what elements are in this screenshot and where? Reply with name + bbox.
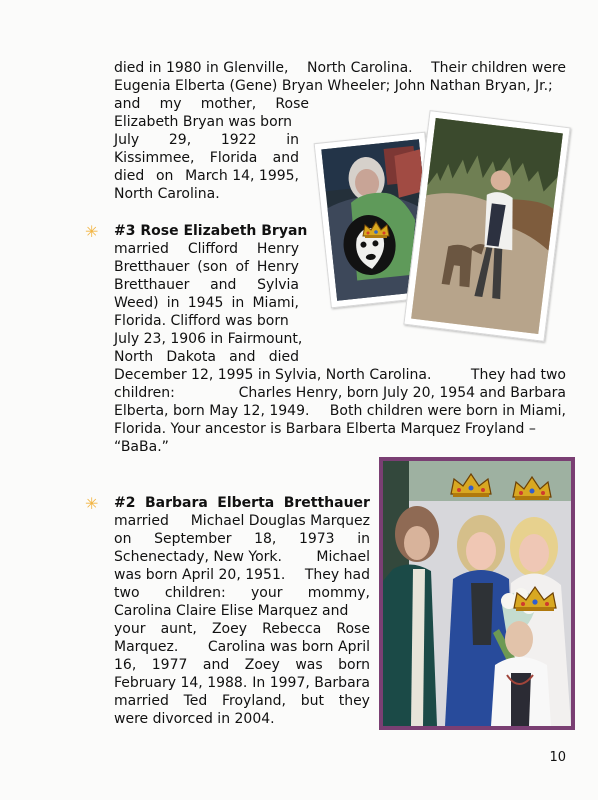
rose-line-10-part-1: Elberta, born May 12, 1949. [114, 403, 310, 419]
rose-heading: #3 Rose Elizabeth Bryan [114, 223, 308, 239]
barbara-heading-word-1: #2 [114, 495, 136, 511]
intro-line-3 [114, 95, 309, 113]
rose-line-5: Florida. Clifford was born [114, 313, 289, 329]
barbara-line-11-word-4: but [300, 693, 324, 709]
rose-line-2 [114, 258, 299, 276]
barbara-line-5-word-2: children: [164, 585, 226, 601]
rose-line-1-word-3: Henry [256, 241, 299, 257]
rose-line-4 [114, 294, 299, 312]
barbara-line-7-word-4: Rebecca [262, 621, 322, 637]
rose-line-4-word-4: in [231, 295, 245, 311]
rose-line-2-word-1: Bretthauer [114, 259, 190, 275]
barbara-line-1-part-2: Michael Douglas Marquez [190, 513, 370, 529]
barbara-line-9-word-5: was [295, 657, 323, 673]
barbara-line-8 [114, 638, 370, 656]
rose-line-7-word-2: Dakota [166, 349, 216, 365]
rose-line-6: July 23, 1906 in Fairmount, [114, 331, 303, 347]
barbara-line-4-part-1: was born April 20, 1951. [114, 567, 286, 583]
intro-line-1 [114, 59, 566, 77]
barbara-heading-word-3: Elberta [217, 495, 275, 511]
barbara-line-2-word-5: in [357, 531, 370, 547]
intro-line-1-part-2: North Carolina. [306, 60, 413, 76]
rose-line-2-word-2: (son [197, 259, 228, 275]
rose-line-8 [114, 366, 566, 384]
rose-line-1-word-1: married [114, 241, 169, 257]
barbara-heading-word-2: Barbara [144, 495, 208, 511]
barbara-line-4-part-2: They had [304, 567, 370, 583]
crown-icon [509, 474, 555, 502]
rose-line-7-word-1: North [114, 349, 154, 365]
barbara-line-5 [114, 584, 370, 602]
crown-icon [447, 470, 495, 499]
asterisk-icon: ✳ [85, 494, 99, 513]
barbara-line-2-word-4: 1973 [298, 531, 335, 547]
asterisk-icon: ✳ [85, 222, 99, 241]
rose-line-3 [114, 276, 299, 294]
intro-line-3-word-2: my [159, 96, 182, 112]
rose-line-3-word-1: Bretthauer [114, 277, 190, 293]
barbara-line-3-part-2: Michael [316, 549, 370, 565]
barbara-line-11-word-3: Froyland, [222, 693, 287, 709]
barbara-line-5-word-1: two [114, 585, 140, 601]
crown-icon [360, 219, 392, 239]
barbara-line-8-part-2: Carolina was born April [207, 639, 370, 655]
rose-line-1 [114, 240, 299, 258]
barbara-line-2 [114, 530, 370, 548]
barbara-line-10-part-1: February 14, 1988. [114, 675, 248, 691]
man-with-dog-illustration [404, 111, 569, 340]
intro-line-4: Elizabeth Bryan was born [114, 114, 293, 130]
barbara-heading-word-4: Bretthauer [283, 495, 370, 511]
rose-line-9-part-2: Charles Henry, born July 20, 1954 and Barbara [238, 385, 566, 401]
barbara-line-9-word-3: and [202, 657, 230, 673]
rose-line-12: “BaBa.” [114, 439, 169, 455]
barbara-line-10 [114, 674, 370, 692]
intro-line-5-word-4: in [286, 132, 299, 148]
barbara-line-9 [114, 656, 370, 674]
rose-line-7-word-3: and [229, 349, 256, 365]
intro-line-5 [114, 131, 299, 149]
intro-line-1-part-1: died in 1980 in Glenville, [114, 60, 289, 76]
barbara-line-9-word-6: born [338, 657, 370, 673]
intro-line-6 [114, 149, 299, 167]
rose-line-3-word-2: and [210, 277, 237, 293]
barbara-line-10-part-2: In 1997, Barbara [252, 675, 370, 691]
intro-line-6-word-1: Kissimmee, [114, 150, 195, 166]
rose-line-2-word-3: of [235, 259, 249, 275]
intro-line-3-word-3: mother, [200, 96, 257, 112]
rose-line-11: Florida. Your ancestor is Barbara Elberta Marquez Froyland – [114, 421, 536, 437]
rose-line-7-word-4: died [268, 349, 299, 365]
rose-line-10 [114, 402, 566, 420]
barbara-line-4 [114, 566, 370, 584]
barbara-line-11-word-2: Ted [183, 693, 208, 709]
barbara-line-1 [114, 512, 370, 530]
barbara-line-5-word-4: mommy, [307, 585, 370, 601]
rose-line-9-part-1: children: [114, 385, 175, 401]
rose-line-9 [114, 384, 566, 402]
intro-line-7-word-1: died [114, 168, 145, 184]
intro-line-7-word-3: March 14, 1995, [185, 168, 299, 184]
intro-line-1-part-3: Their children were [431, 60, 566, 76]
barbara-line-1-part-1: married [114, 513, 169, 529]
barbara-line-2-word-1: on [114, 531, 132, 547]
barbara-line-3-part-1: Schenectady, New York. [114, 549, 282, 565]
barbara-line-9-word-4: Zoey [244, 657, 280, 673]
barbara-line-8-part-1: Marquez. [114, 639, 179, 655]
barbara-line-9-word-2: 1977 [151, 657, 188, 673]
rose-line-4-word-1: Weed) [114, 295, 159, 311]
barbara-line-2-word-2: September [154, 531, 232, 547]
barbara-line-7 [114, 620, 370, 638]
rose-line-4-word-5: Miami, [252, 295, 299, 311]
rose-line-8-part-1: December 12, 1995 in Sylvia, North Carolina. [114, 367, 432, 383]
crown-icon [510, 583, 560, 613]
rose-line-2-word-4: Henry [256, 259, 299, 275]
intro-line-5-word-3: 1922 [220, 132, 257, 148]
intro-line-6-word-2: Florida [209, 150, 258, 166]
barbara-line-2-word-3: 18, [254, 531, 277, 547]
intro-line-7-word-2: on [155, 168, 174, 184]
intro-line-7 [114, 167, 299, 185]
barbara-line-7-word-1: your [114, 621, 146, 637]
intro-line-3-word-1: and [114, 96, 141, 112]
rose-line-10-part-2: Both children were born in Miami, [329, 403, 566, 419]
rose-line-4-word-2: in [166, 295, 180, 311]
barbara-line-11 [114, 692, 370, 710]
barbara-line-12: were divorced in 2004. [114, 711, 275, 727]
barbara-line-7-word-5: Rose [336, 621, 370, 637]
barbara-line-6: Carolina Claire Elise Marquez and [114, 603, 349, 619]
page-number: 10 [549, 750, 566, 765]
intro-line-5-word-2: 29, [168, 132, 192, 148]
rose-line-3-word-3: Sylvia [257, 277, 299, 293]
barbara-line-7-word-2: aunt, [160, 621, 197, 637]
intro-line-6-word-3: and [272, 150, 299, 166]
intro-line-3-word-4: Rose [275, 96, 309, 112]
barbara-line-7-word-3: Zoey [211, 621, 247, 637]
man-with-dog-outdoors-photo [403, 110, 570, 342]
barbara-line-11-word-1: married [114, 693, 169, 709]
intro-line-2: Eugenia Elberta (Gene) Bryan Wheeler; John Nathan Bryan, Jr.; [114, 78, 553, 94]
barbara-line-11-word-5: they [338, 693, 370, 709]
rose-line-8-part-2: They had two [470, 367, 566, 383]
barbara-heading [114, 494, 370, 512]
barbara-line-3 [114, 548, 370, 566]
rose-line-1-word-2: Clifford [187, 241, 238, 257]
intro-line-8: North Carolina. [114, 186, 220, 202]
intro-line-5-word-1: July [114, 132, 140, 148]
barbara-line-9-word-1: 16, [114, 657, 137, 673]
barbara-line-5-word-3: your [251, 585, 283, 601]
rose-line-4-word-3: 1945 [187, 295, 224, 311]
rose-line-7 [114, 348, 299, 366]
